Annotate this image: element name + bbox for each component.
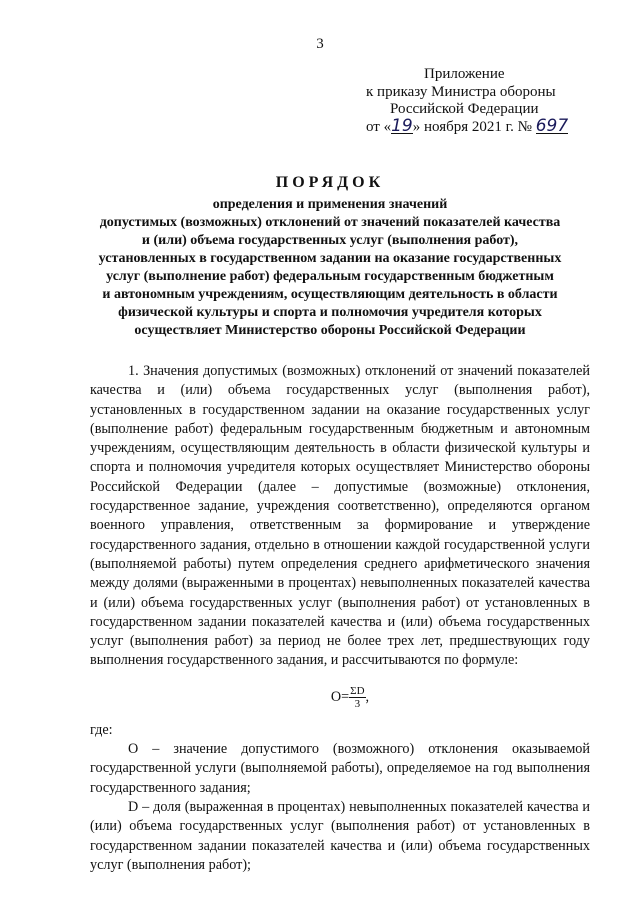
appendix-line-2: к приказу Министра обороны bbox=[366, 83, 556, 100]
definition-d: D – доля (выраженная в процентах) невыполненных показателей качества и (или) объема государственных услуг (выполнения работ) от установленных в государственном задании показателей качества и (или) объема государственных услуг (выполнения работ); bbox=[90, 798, 590, 873]
title-subtitle bbox=[70, 196, 590, 340]
where-label: где: bbox=[90, 721, 113, 738]
definition-o: О – значение допустимого (возможного) отклонения оказываемой государственной услуги (выполняемой работы), определяемое на год выполнения государственного задания; bbox=[90, 741, 590, 796]
formula bbox=[90, 685, 590, 715]
formula-denominator: 3 bbox=[354, 697, 361, 710]
title-line: определения и применения значений bbox=[212, 197, 448, 212]
title-line: услуг (выполнение работ) федеральным государственным бюджетным bbox=[106, 269, 554, 284]
title-line: и (или) объема государственных услуг (выполнения работ), bbox=[141, 233, 519, 248]
appendix-line-3: Российской Федерации bbox=[390, 101, 539, 117]
title-line: физической культуры и спорта и полномочия учредителя которых bbox=[118, 305, 542, 320]
page-number: 3 bbox=[316, 36, 324, 52]
appendix-line-1: Приложение bbox=[424, 66, 505, 82]
title-main: ПОРЯДОК bbox=[275, 174, 385, 191]
title-line: осуществляет Министерство обороны Российской Федерации bbox=[134, 323, 526, 338]
formula-lhs: O= bbox=[330, 688, 350, 705]
document-body bbox=[90, 362, 590, 875]
paragraph-1: 1. Значения допустимых (возможных) отклонений от значений показателей качества и (или) объема государственных услуг (выполнения работ), установленных в государственном задании на оказание государственных услуг (выполнение работ) федеральным государственным бюджетным и автономным учреждениям, осуществляющим деятельность в области физической культуры и спорта и полномочия учредителя которых осуществляет Министерство обороны Российской Федерации (далее – допустимые (возможные) отклонения, государственное задание, учреждения соответственно), определяются органом военного управления, ответственным за формирование и утверждение государственного задания, отдельно в отношении каждой государственной услуги (выполняемой работы) путем определения среднего арифметического значения между долями (выраженными в процентах) невыполненных показателей качества и (или) объема государственных услуг (выполнения работ) от установленных в государственном задании показателей качества и (или) объема государственных услуг (выполнения работ) за период не более трех лет, предшествующих году выполнения государственного задания, и рассчитываются по формуле: bbox=[90, 363, 590, 669]
appendix-date-middle: » ноября 2021 г. № bbox=[412, 118, 536, 135]
title-line: установленных в государственном задании на оказание государственных bbox=[98, 251, 562, 266]
formula-fraction bbox=[349, 685, 365, 710]
title-line: и автономным учреждениям, осуществляющим деятельность в области bbox=[102, 287, 558, 302]
formula-end: , bbox=[365, 688, 370, 705]
appendix-date-prefix: от « bbox=[366, 118, 392, 135]
handwritten-order-number: 697 bbox=[535, 115, 569, 136]
handwritten-day: 19 bbox=[391, 115, 413, 136]
appendix-line-4 bbox=[366, 115, 586, 137]
appendix-header bbox=[366, 66, 586, 136]
title-line: допустимых (возможных) отклонений от значений показателей качества bbox=[99, 215, 561, 230]
formula-numerator: ΣD bbox=[350, 684, 365, 697]
document-title bbox=[70, 174, 590, 340]
